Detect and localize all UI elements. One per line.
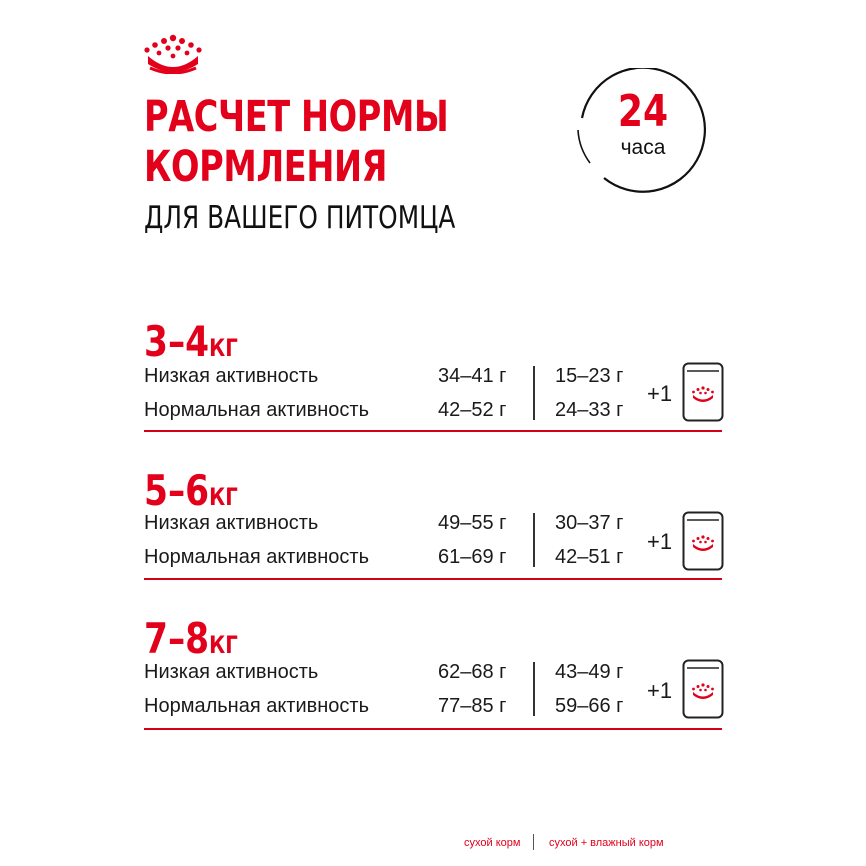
dry-value-normal: 77–85 г [438,695,507,717]
wet-food-count: +1 [647,529,673,554]
crown-logo-icon [140,34,206,74]
weight-section-5-6 [144,466,722,589]
weight-range: 5–6 [144,466,210,515]
activity-label-normal: Нормальная активность [144,695,370,717]
mixed-value-normal: 59–66 г [555,695,624,717]
weight-title [144,317,238,366]
legend-mixed: сухой + влажный корм [549,837,664,849]
mixed-value-normal: 24–33 г [555,399,624,421]
dry-value-normal: 61–69 г [438,546,507,568]
page-title [144,92,448,192]
weight-unit: КГ [209,334,238,362]
page-subtitle: ДЛЯ ВАШЕГО ПИТОМЦА [144,200,456,236]
section-divider [144,728,722,730]
activity-label-low: Низкая активность [144,512,319,534]
dry-value-low: 49–55 г [438,512,507,534]
mixed-value-low: 15–23 г [555,365,624,387]
wet-food-pouch-icon [682,511,724,571]
title-line-2: КОРМЛЕНИЯ [144,142,388,192]
mixed-value-low: 30–37 г [555,512,624,534]
wet-food-pouch-icon [682,362,724,422]
section-divider [144,578,722,580]
legend-divider [533,834,534,850]
weight-unit: КГ [209,631,238,659]
title-line-1: РАСЧЕТ НОРМЫ [144,92,449,142]
activity-label-low: Низкая активность [144,365,319,387]
column-divider [533,513,535,567]
weight-range: 3–4 [144,317,210,366]
column-divider [533,662,535,716]
activity-label-normal: Нормальная активность [144,546,370,568]
column-divider [533,366,535,420]
dry-value-normal: 42–52 г [438,399,507,421]
time-badge [568,68,718,194]
weight-title [144,614,238,663]
weight-section-7-8 [144,614,722,737]
mixed-value-low: 43–49 г [555,661,624,683]
badge-value: 24 [617,86,669,137]
activity-label-normal: Нормальная активность [144,399,370,421]
section-divider [144,430,722,432]
wet-food-count: +1 [647,381,673,406]
weight-section-3-4 [144,317,722,440]
badge-unit: часа [620,136,666,159]
weight-unit: КГ [209,483,238,511]
mixed-value-normal: 42–51 г [555,546,624,568]
activity-label-low: Низкая активность [144,661,319,683]
wet-food-count: +1 [647,678,673,703]
legend-dry: сухой корм [464,837,521,849]
dry-value-low: 62–68 г [438,661,507,683]
dry-value-low: 34–41 г [438,365,507,387]
weight-title [144,466,238,515]
wet-food-pouch-icon [682,659,724,719]
weight-range: 7–8 [144,614,210,663]
